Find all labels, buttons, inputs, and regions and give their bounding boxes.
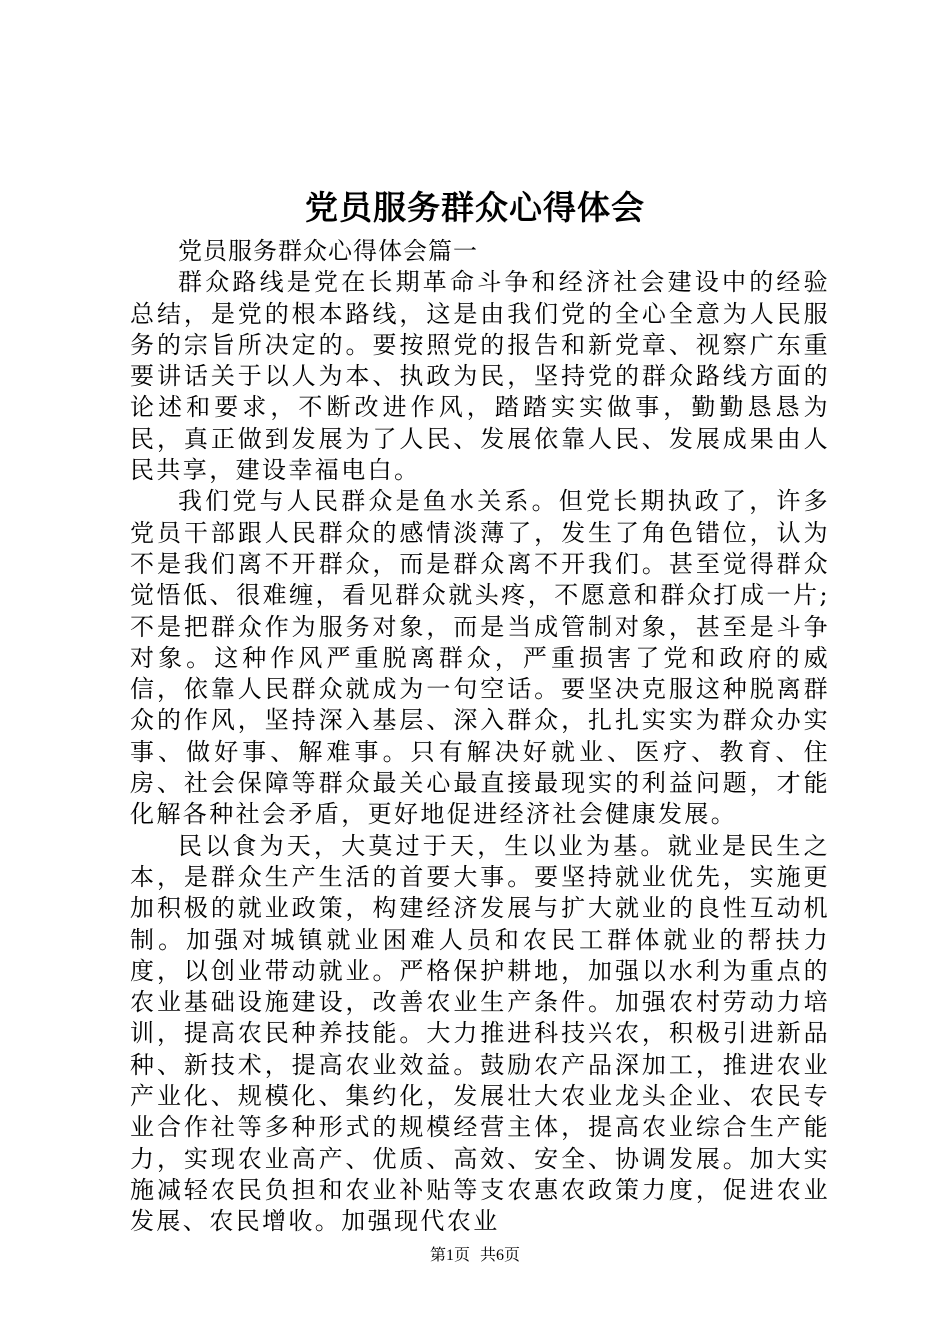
- paragraph-3: 民以食为天，大莫过于天，生以业为基。就业是民生之本，是群众生产生活的首要大事。要坚持就业优先，实施更加积极的就业政策，构建经济发展与扩大就业的良性互动机制。加强对城镇就业困难人员和农民工群体就业的帮扶力度，以创业带动就业。严格保护耕地，加强以水利为重点的农业基础设施建设，改善农业生产条件。加强农村劳动力培训，提高农民种养技能。大力推进科技兴农，积极引进新品种、新技术，提高农业效益。鼓励农产品深加工，推进农业产业化、规模化、集约化，发展壮大农业龙头企业、农民专业合作社等多种形式的规模经营主体，提高农业综合生产能力，实现农业高产、优质、高效、安全、协调发展。加大实施减轻农民负担和农业补贴等支农惠农政策力度，促进农业发展、农民增收。加强现代农业: [130, 831, 830, 1236]
- paragraph-1: 群众路线是党在长期革命斗争和经济社会建设中的经验总结，是党的根本路线，这是由我们党的全心全意为人民服务的宗旨所决定的。要按照党的报告和新党章、视察广东重要讲话关于以人为本、执政为民，坚持党的群众路线方面的论述和要求，不断改进作风，踏踏实实做事，勤勤恳恳为民，真正做到发展为了人民、发展依靠人民、发展成果由人民共享，建设幸福电白。: [130, 268, 830, 485]
- page-footer: [0, 1244, 950, 1268]
- paragraph-2: 我们党与人民群众是鱼水关系。但党长期执政了，许多党员干部跟人民群众的感情淡薄了，发生了角色错位，认为不是我们离不开群众，而是群众离不开我们。甚至觉得群众觉悟低、很难缠，看见群众就头疼，不愿意和群众打成一片;不是把群众作为服务对象，而是当成管制对象，甚至是斗争对象。这种作风严重脱离群众，严重损害了党和政府的威信，依靠人民群众就成为一句空话。要坚决克服这种脱离群众的作风，坚持深入基层、深入群众，扎扎实实为群众办实事、做好事、解难事。只有解决好就业、医疗、教育、住房、社会保障等群众最关心最直接最现实的利益问题，才能化解各种社会矛盾，更好地促进经济社会健康发展。: [130, 487, 830, 829]
- document-body: [130, 236, 830, 1238]
- page-number: 第1页: [429, 1247, 470, 1264]
- document-title: 党员服务群众心得体会: [305, 188, 645, 227]
- section-subtitle: 党员服务群众心得体会篇一: [178, 237, 478, 265]
- page-total: 共6页: [480, 1247, 521, 1264]
